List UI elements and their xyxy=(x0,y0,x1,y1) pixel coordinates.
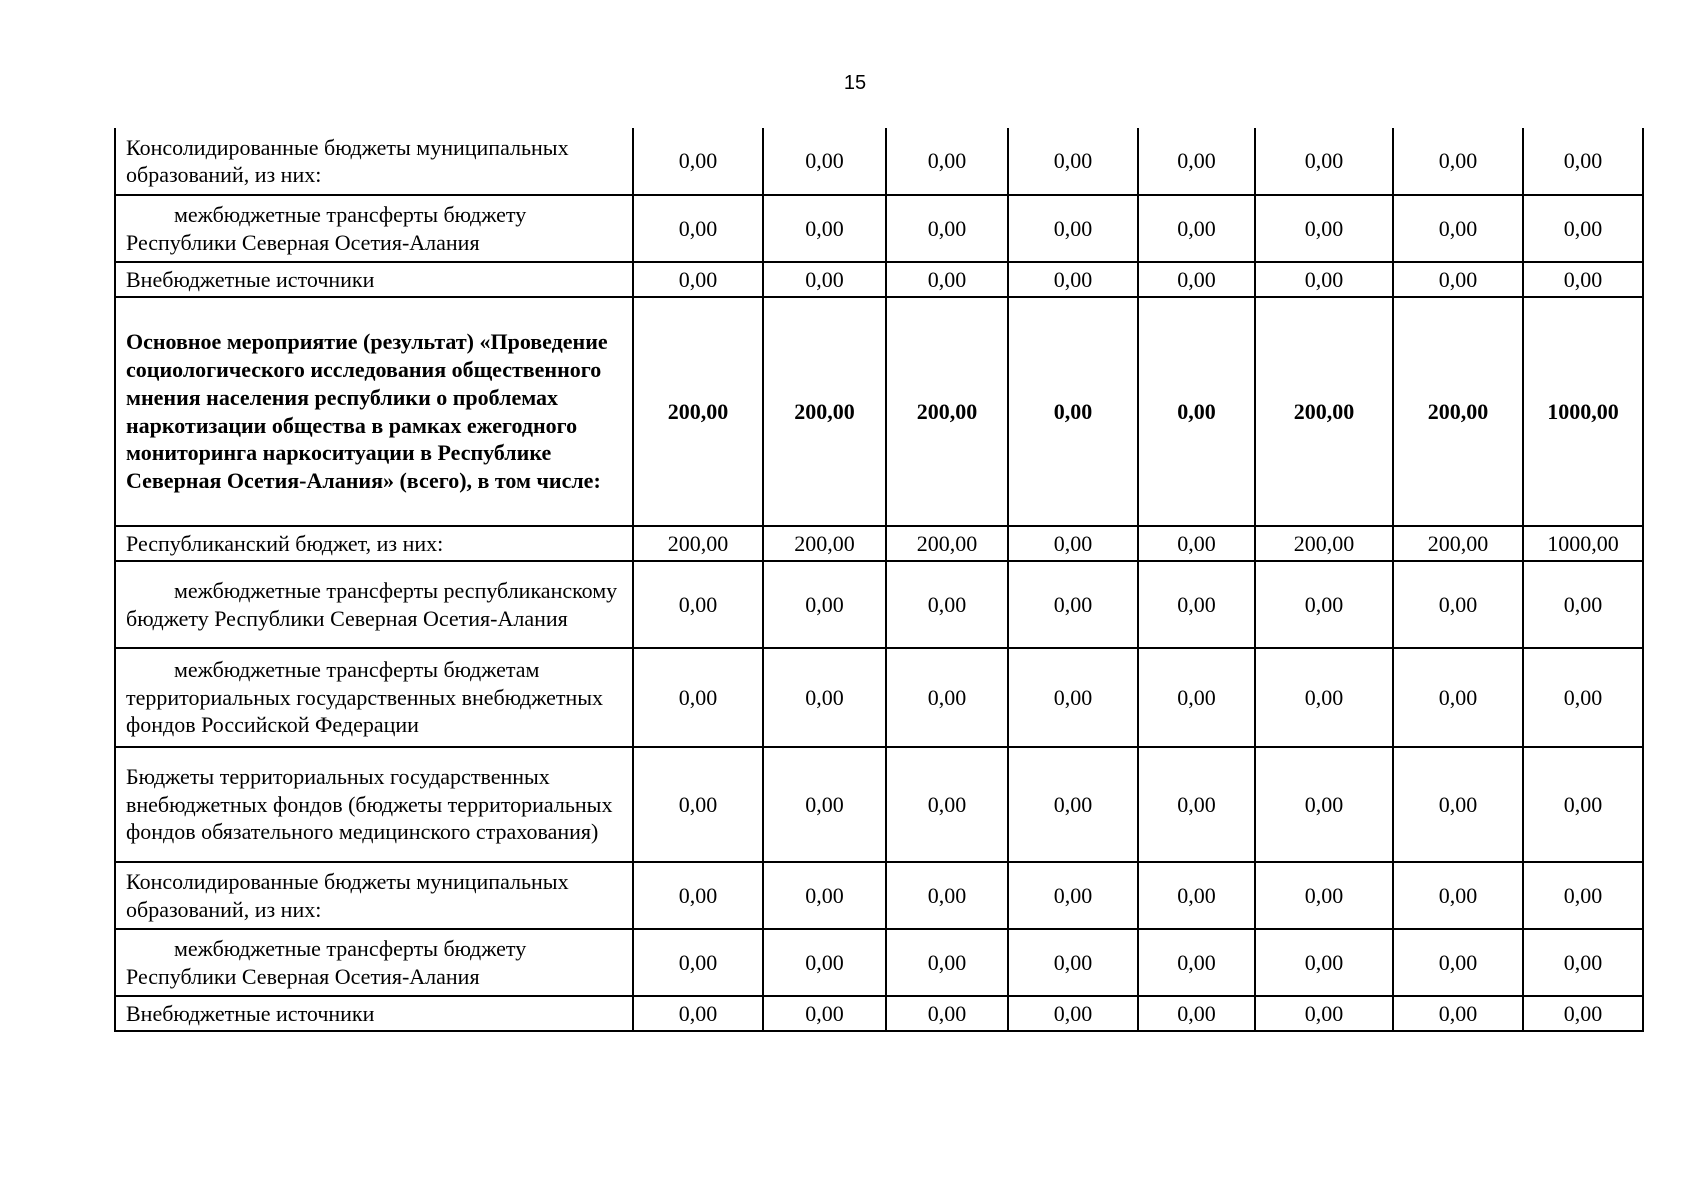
value-cell: 0,00 xyxy=(763,128,886,195)
value-cell: 0,00 xyxy=(1138,561,1255,648)
value-cell: 0,00 xyxy=(1393,262,1523,297)
row-label: Бюджеты территориальных государственных внебюджетных фондов (бюджеты территориальных фондов обязательного медицинского страхования) xyxy=(115,747,633,862)
value-cell: 0,00 xyxy=(633,648,763,747)
value-cell: 0,00 xyxy=(886,747,1008,862)
table-row xyxy=(115,929,1643,996)
value-cell: 0,00 xyxy=(1008,648,1138,747)
value-cell: 0,00 xyxy=(886,648,1008,747)
value-cell: 0,00 xyxy=(886,862,1008,929)
row-label: Внебюджетные источники xyxy=(115,996,633,1031)
value-cell: 0,00 xyxy=(1523,648,1643,747)
value-cell: 0,00 xyxy=(1255,195,1393,262)
value-cell: 0,00 xyxy=(1393,128,1523,195)
row-label: Консолидированные бюджеты муниципальных образований, из них: xyxy=(115,862,633,929)
value-cell: 0,00 xyxy=(1008,195,1138,262)
row-label: Консолидированные бюджеты муниципальных образований, из них: xyxy=(115,128,633,195)
row-label: Основное мероприятие (результат) «Проведение социологического исследования общественного мнения населения республики о проблемах наркотизации общества в рамках ежегодного мониторинга наркоситуации в Республике Северная Осетия-Алания» (всего), в том числе: xyxy=(115,297,633,526)
row-label: Внебюджетные источники xyxy=(115,262,633,297)
value-cell: 0,00 xyxy=(763,996,886,1031)
value-cell: 0,00 xyxy=(763,747,886,862)
value-cell: 0,00 xyxy=(886,195,1008,262)
value-cell: 0,00 xyxy=(1523,747,1643,862)
table-row xyxy=(115,561,1643,648)
value-cell: 0,00 xyxy=(1393,996,1523,1031)
value-cell: 0,00 xyxy=(1255,996,1393,1031)
value-cell: 200,00 xyxy=(1393,297,1523,526)
value-cell: 0,00 xyxy=(763,195,886,262)
value-cell: 0,00 xyxy=(633,996,763,1031)
value-cell: 0,00 xyxy=(1008,128,1138,195)
value-cell: 0,00 xyxy=(1393,862,1523,929)
value-cell: 0,00 xyxy=(1008,526,1138,561)
value-cell: 0,00 xyxy=(1523,128,1643,195)
value-cell: 0,00 xyxy=(633,561,763,648)
value-cell: 0,00 xyxy=(886,929,1008,996)
value-cell: 0,00 xyxy=(763,648,886,747)
value-cell: 0,00 xyxy=(763,862,886,929)
value-cell: 0,00 xyxy=(763,561,886,648)
value-cell: 0,00 xyxy=(1523,195,1643,262)
value-cell: 0,00 xyxy=(1255,648,1393,747)
value-cell: 200,00 xyxy=(763,297,886,526)
value-cell: 0,00 xyxy=(633,128,763,195)
value-cell: 0,00 xyxy=(633,747,763,862)
value-cell: 0,00 xyxy=(1138,297,1255,526)
value-cell: 0,00 xyxy=(886,128,1008,195)
row-label: межбюджетные трансферты бюджету Республики Северная Осетия-Алания xyxy=(115,195,633,262)
value-cell: 0,00 xyxy=(1393,561,1523,648)
value-cell: 0,00 xyxy=(1255,929,1393,996)
table-row xyxy=(115,262,1643,297)
page-number: 15 xyxy=(843,72,867,94)
value-cell: 0,00 xyxy=(1008,996,1138,1031)
value-cell: 0,00 xyxy=(633,862,763,929)
table-row xyxy=(115,996,1643,1031)
value-cell: 0,00 xyxy=(1393,648,1523,747)
value-cell: 0,00 xyxy=(633,929,763,996)
value-cell: 0,00 xyxy=(1523,262,1643,297)
table-row xyxy=(115,862,1643,929)
value-cell: 200,00 xyxy=(1255,297,1393,526)
value-cell: 0,00 xyxy=(1138,929,1255,996)
value-cell: 0,00 xyxy=(1138,195,1255,262)
value-cell: 0,00 xyxy=(1008,929,1138,996)
value-cell: 200,00 xyxy=(886,526,1008,561)
value-cell: 0,00 xyxy=(1255,862,1393,929)
value-cell: 0,00 xyxy=(1138,526,1255,561)
value-cell: 0,00 xyxy=(1008,747,1138,862)
table-row xyxy=(115,195,1643,262)
value-cell: 200,00 xyxy=(633,297,763,526)
value-cell: 0,00 xyxy=(1255,561,1393,648)
value-cell: 0,00 xyxy=(1523,561,1643,648)
value-cell: 0,00 xyxy=(886,996,1008,1031)
value-cell: 0,00 xyxy=(763,262,886,297)
row-label: межбюджетные трансферты бюджетам территориальных государственных внебюджетных фондов Российской Федерации xyxy=(115,648,633,747)
row-label: межбюджетные трансферты республиканскому бюджету Республики Северная Осетия-Алания xyxy=(115,561,633,648)
value-cell: 0,00 xyxy=(1008,262,1138,297)
value-cell: 0,00 xyxy=(1008,561,1138,648)
value-cell: 0,00 xyxy=(1523,929,1643,996)
value-cell: 200,00 xyxy=(1255,526,1393,561)
table-row-main-activity xyxy=(115,297,1643,526)
value-cell: 0,00 xyxy=(1523,996,1643,1031)
value-cell: 1000,00 xyxy=(1523,526,1643,561)
value-cell: 0,00 xyxy=(1138,648,1255,747)
row-label: межбюджетные трансферты бюджету Республики Северная Осетия-Алания xyxy=(115,929,633,996)
value-cell: 0,00 xyxy=(1008,862,1138,929)
value-cell: 0,00 xyxy=(886,561,1008,648)
table-row xyxy=(115,526,1643,561)
value-cell: 200,00 xyxy=(633,526,763,561)
value-cell: 0,00 xyxy=(1393,195,1523,262)
value-cell: 0,00 xyxy=(1255,262,1393,297)
value-cell: 0,00 xyxy=(1393,929,1523,996)
value-cell: 200,00 xyxy=(1393,526,1523,561)
value-cell: 0,00 xyxy=(633,262,763,297)
value-cell: 0,00 xyxy=(1393,747,1523,862)
budget-table xyxy=(114,128,1644,1032)
value-cell: 0,00 xyxy=(763,929,886,996)
table-row xyxy=(115,128,1643,195)
value-cell: 0,00 xyxy=(1138,996,1255,1031)
value-cell: 1000,00 xyxy=(1523,297,1643,526)
value-cell: 0,00 xyxy=(1255,747,1393,862)
value-cell: 0,00 xyxy=(1255,128,1393,195)
value-cell: 200,00 xyxy=(763,526,886,561)
row-label: Республиканский бюджет, из них: xyxy=(115,526,633,561)
table-row xyxy=(115,747,1643,862)
table-row xyxy=(115,648,1643,747)
value-cell: 0,00 xyxy=(1008,297,1138,526)
value-cell: 0,00 xyxy=(1138,262,1255,297)
value-cell: 0,00 xyxy=(1138,128,1255,195)
value-cell: 200,00 xyxy=(886,297,1008,526)
value-cell: 0,00 xyxy=(1138,747,1255,862)
value-cell: 0,00 xyxy=(886,262,1008,297)
value-cell: 0,00 xyxy=(1523,862,1643,929)
value-cell: 0,00 xyxy=(633,195,763,262)
value-cell: 0,00 xyxy=(1138,862,1255,929)
